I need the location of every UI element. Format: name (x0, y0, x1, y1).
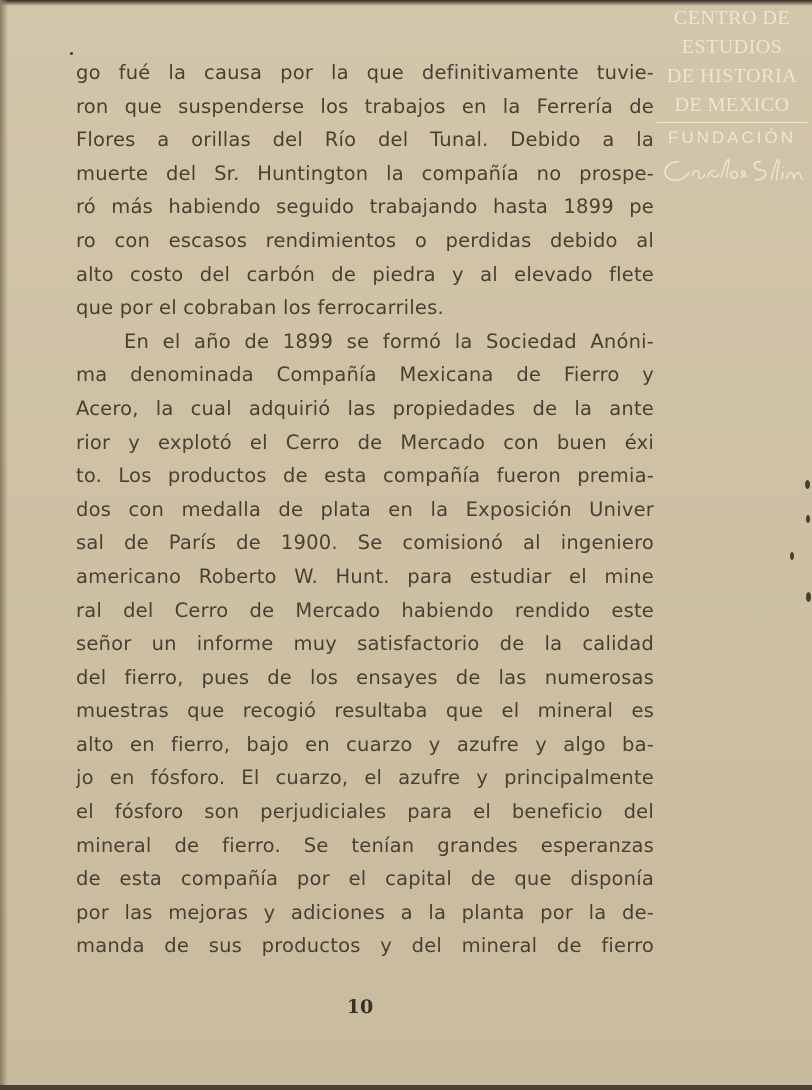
watermark-line: DE HISTORIA (666, 65, 798, 87)
text-line: manda de sus productos y del mineral de fierro (76, 934, 654, 958)
text-line: rior y explotó el Cerro de Mercado con buen éxi (76, 430, 654, 454)
ink-speck (806, 515, 810, 523)
watermark-line: ESTUDIOS (681, 36, 783, 58)
text-line: to. Los productos de esta compañía fueron premia- (76, 464, 654, 488)
watermark-line: CENTRO DE (673, 7, 791, 29)
text-line: Acero, la cual adquirió las propiedades de la ante (76, 396, 654, 420)
text-line: mineral de fierro. Se tenían grandes esperanzas (76, 833, 654, 857)
text-line: muestras que recogió resultaba que el mineral es (76, 699, 654, 723)
text-line: jo en fósforo. El cuarzo, el azufre y principalmente (76, 766, 654, 790)
watermark-divider (657, 122, 807, 123)
text-line: sal de París de 1900. Se comisionó al ingeniero (76, 531, 654, 555)
left-edge-shadow (0, 0, 8, 1090)
ink-speck (70, 52, 73, 55)
text-line: por las mejoras y adiciones a la planta por la de- (76, 900, 654, 924)
text-line: alto en fierro, bajo en cuarzo y azufre y algo ba- (76, 732, 654, 756)
ink-speck (790, 552, 794, 560)
text-line: muerte del Sr. Huntington la compañía no prospe- (76, 161, 654, 185)
text-line: de esta compañía por el capital de que disponía (76, 867, 654, 891)
text-line: ro con escasos rendimientos o perdidas debido al (76, 228, 654, 252)
text-line: el fósforo son perjudiciales para el beneficio del (76, 800, 654, 824)
text-line: ron que suspenderse los trabajos en la Ferrería de (76, 94, 654, 118)
watermark-foundation: FUNDACIÓN (667, 128, 797, 147)
text-line: ma denominada Compañía Mexicana de Fierro y (76, 363, 654, 387)
text-line: del fierro, pues de los ensayes de las numerosas (76, 665, 654, 689)
ink-speck (805, 480, 810, 489)
text-line: americano Roberto W. Hunt. para estudiar el mine (76, 564, 654, 588)
text-line: dos con medalla de plata en la Exposición Univer (76, 497, 654, 521)
text-line: Flores a orillas del Río del Tunal. Debido a la (76, 128, 654, 152)
signature-logo (657, 152, 807, 190)
bottom-edge-shadow (0, 1085, 812, 1090)
paragraph-start-line: En el año de 1899 se formó la Sociedad Anóni- (124, 329, 654, 353)
text-line: ró más habiendo seguido trabajando hasta 1899 pe (76, 195, 654, 219)
page-number: 10 (346, 996, 374, 1018)
body-text (76, 56, 654, 963)
paragraph-end-line: que por el cobraban los ferrocarriles. (76, 296, 444, 320)
archive-watermark (652, 4, 812, 204)
text-line: señor un informe muy satisfactorio de la calidad (76, 632, 654, 656)
text-line: ral del Cerro de Mercado habiendo rendido este (76, 598, 654, 622)
ink-speck (806, 592, 811, 602)
text-line: alto costo del carbón de piedra y al elevado flete (76, 262, 654, 286)
watermark-line: DE MEXICO (674, 94, 790, 116)
text-line: go fué la causa por la que definitivamente tuvie- (76, 61, 654, 84)
